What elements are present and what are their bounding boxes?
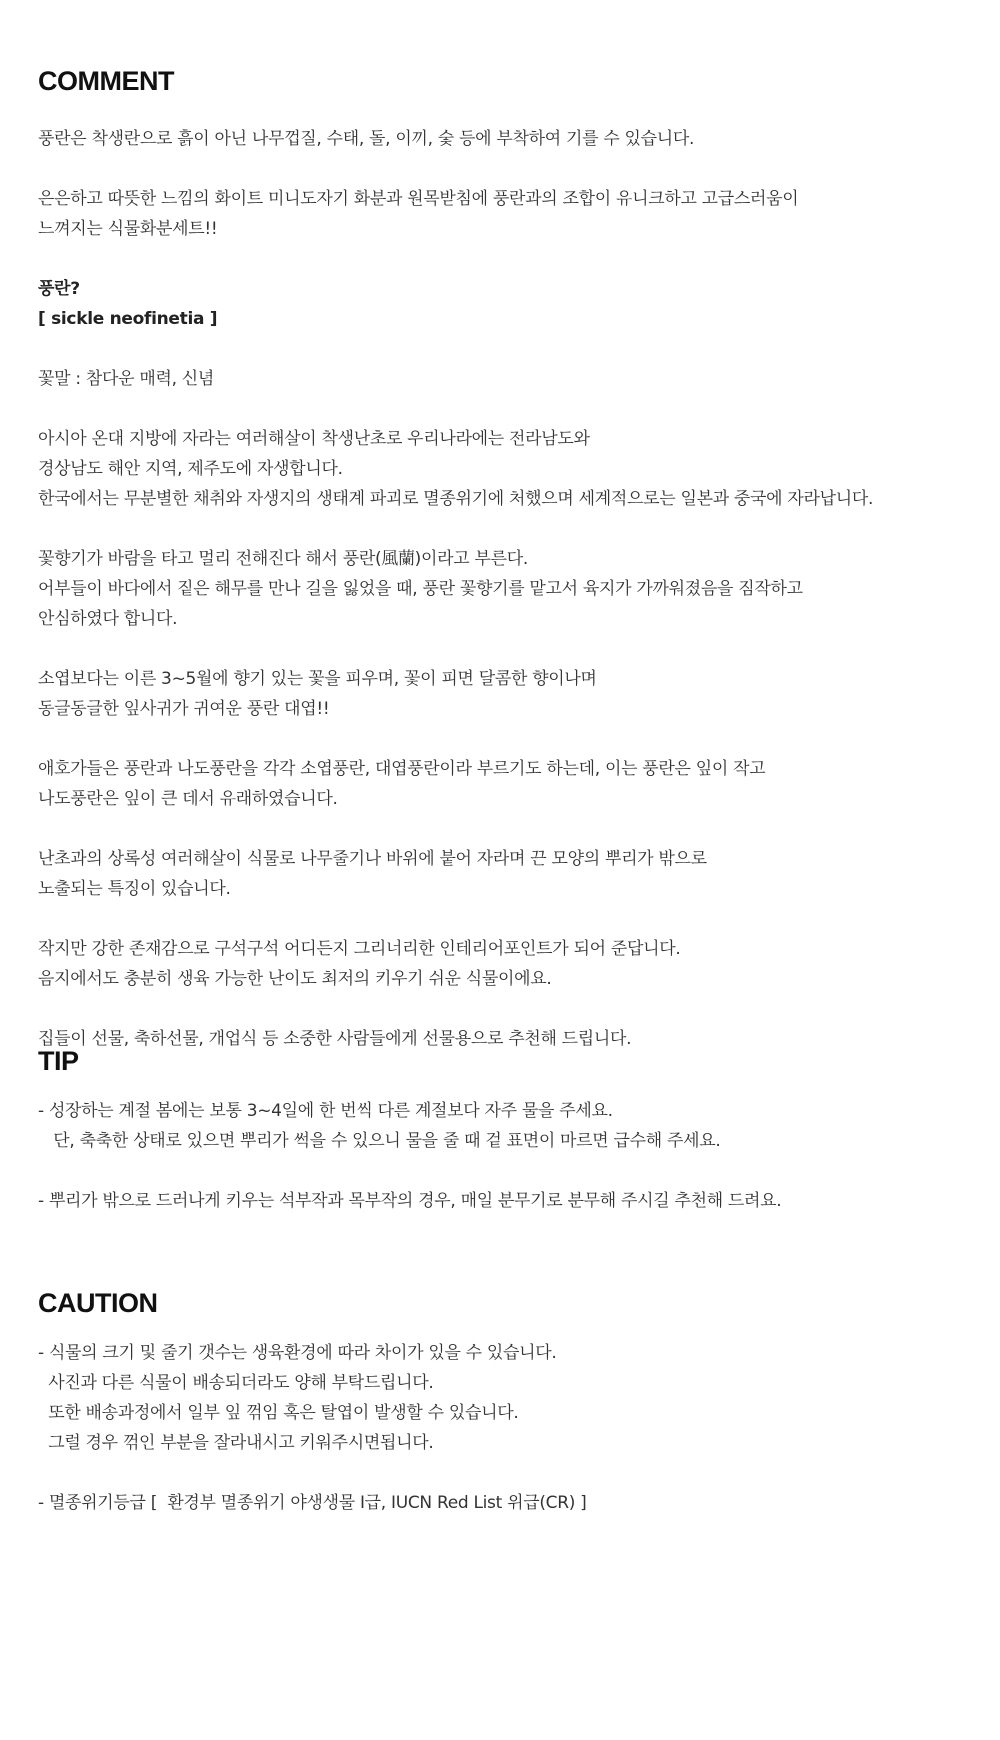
comment-heading: COMMENT [38, 66, 174, 96]
blank-line [38, 394, 978, 424]
blank-line [38, 724, 978, 754]
blank-line [38, 1156, 978, 1186]
text-line: 소엽보다는 이른 3~5월에 향기 있는 꽃을 피우며, 꽃이 피면 달콤한 향이나며 [38, 669, 597, 689]
text-line: 애호가들은 풍란과 나도풍란을 각각 소엽풍란, 대엽풍란이라 부르기도 하는데, 이는 풍란은 잎이 작고 [38, 759, 766, 779]
text-line: 풍란은 착생란으로 흙이 아닌 나무껍질, 수태, 돌, 이끼, 숯 등에 부착하여 기를 수 있습니다. [38, 129, 695, 149]
text-line: 풍란? [38, 279, 80, 299]
text-line: - 멸종위기등급 [ 환경부 멸종위기 야생생물 I급, IUCN Red List 위급(CR) ] [38, 1493, 587, 1513]
text-line: 꽃말 : 참다운 매력, 신념 [38, 369, 215, 389]
text-line: 음지에서도 충분히 생육 가능한 난이도 최저의 키우기 쉬운 식물이에요. [38, 969, 552, 989]
blank-line [38, 814, 978, 844]
text-line: 아시아 온대 지방에 자라는 여러해살이 착생난초로 우리나라에는 전라남도와 [38, 429, 590, 449]
text-line: 단, 축축한 상태로 있으면 뿌리가 썩을 수 있으니 물을 줄 때 겉 표면이 마르면 급수해 주세요. [38, 1131, 721, 1151]
text-line: 느껴지는 식물화분세트!! [38, 219, 218, 239]
comment-section [38, 64, 978, 1054]
blank-line [38, 904, 978, 934]
blank-line [38, 994, 978, 1024]
blank-line [38, 154, 978, 184]
blank-line [38, 514, 978, 544]
blank-line [38, 634, 978, 664]
text-line: 꽃향기가 바람을 타고 멀리 전해진다 해서 풍란(風蘭)이라고 부른다. [38, 549, 528, 569]
text-line: 동글동글한 잎사귀가 귀여운 풍란 대엽!! [38, 699, 330, 719]
text-line: 또한 배송과정에서 일부 잎 꺾임 혹은 탈엽이 발생할 수 있습니다. [38, 1403, 519, 1423]
text-line: [ sickle neofinetia ] [38, 309, 218, 329]
text-line: 나도풍란은 잎이 큰 데서 유래하였습니다. [38, 789, 338, 809]
text-line: 어부들이 바다에서 짙은 해무를 만나 길을 잃었을 때, 풍란 꽃향기를 맡고서 육지가 가까워졌음을 짐작하고 [38, 579, 803, 599]
blank-line [38, 334, 978, 364]
tip-body [38, 1096, 978, 1216]
caution-body [38, 1338, 978, 1518]
text-line: 집들이 선물, 축하선물, 개업식 등 소중한 사람들에게 선물용으로 추천해 드립니다. [38, 1029, 632, 1049]
caution-section [38, 1286, 978, 1518]
comment-body [38, 124, 978, 1054]
caution-heading: CAUTION [38, 1288, 158, 1318]
text-line: 한국에서는 무분별한 채취와 자생지의 생태계 파괴로 멸종위기에 처했으며 세계적으로는 일본과 중국에 자라납니다. [38, 489, 874, 509]
blank-line [38, 1458, 978, 1488]
text-line: 난초과의 상록성 여러해살이 식물로 나무줄기나 바위에 붙어 자라며 끈 모양의 뿌리가 밖으로 [38, 849, 707, 869]
text-line: 안심하였다 합니다. [38, 609, 178, 629]
text-line: 그럴 경우 꺾인 부분을 잘라내시고 키워주시면됩니다. [38, 1433, 434, 1453]
text-line: - 성장하는 계절 봄에는 보통 3~4일에 한 번씩 다른 계절보다 자주 물을 주세요. [38, 1101, 613, 1121]
text-line: - 식물의 크기 및 줄기 갯수는 생육환경에 따라 차이가 있을 수 있습니다. [38, 1343, 557, 1363]
text-line: 경상남도 해안 지역, 제주도에 자생합니다. [38, 459, 343, 479]
text-line: 은은하고 따뜻한 느낌의 화이트 미니도자기 화분과 원목받침에 풍란과의 조합이 유니크하고 고급스러움이 [38, 189, 799, 209]
tip-heading: TIP [38, 1046, 79, 1076]
text-line: 사진과 다른 식물이 배송되더라도 양해 부탁드립니다. [38, 1373, 434, 1393]
text-line: - 뿌리가 밖으로 드러나게 키우는 석부작과 목부작의 경우, 매일 분무기로 분무해 주시길 추천해 드려요. [38, 1191, 782, 1211]
text-line: 노출되는 특징이 있습니다. [38, 879, 231, 899]
text-line: 작지만 강한 존재감으로 구석구석 어디든지 그리너리한 인테리어포인트가 되어 준답니다. [38, 939, 681, 959]
tip-section [38, 1044, 978, 1216]
blank-line [38, 244, 978, 274]
